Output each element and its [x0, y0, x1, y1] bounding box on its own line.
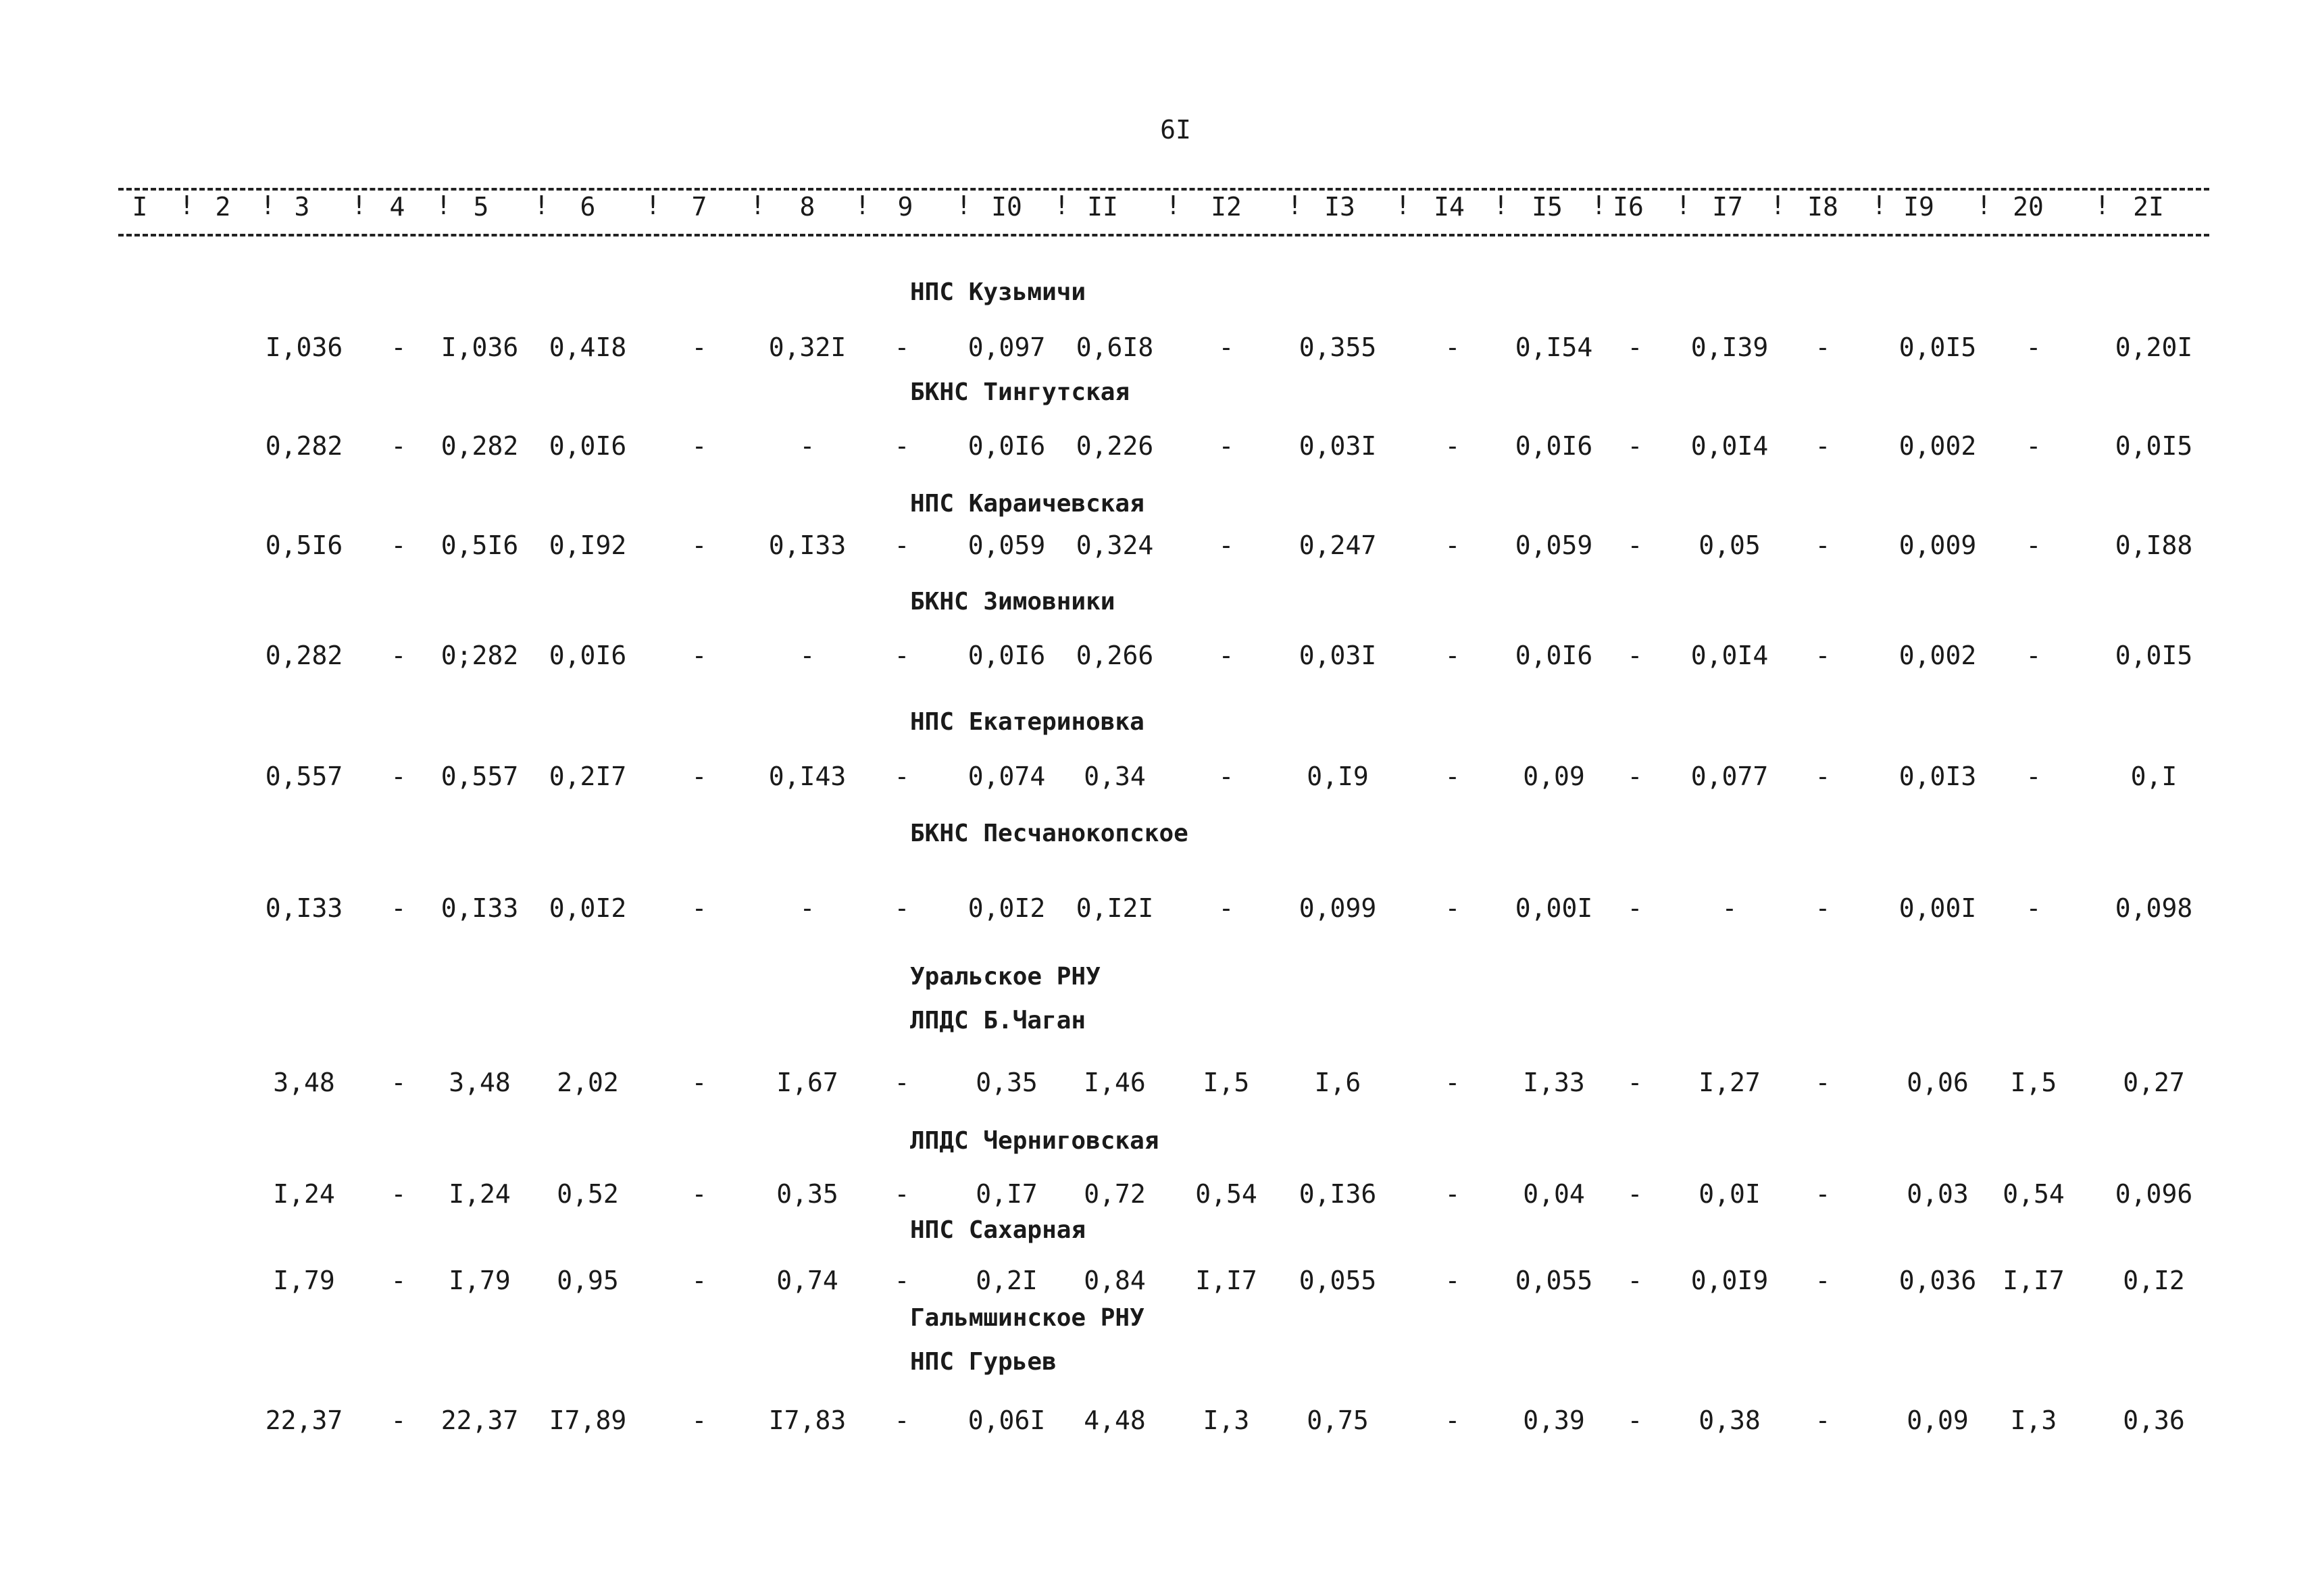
table-cell: -: [1218, 641, 1234, 670]
table-cell: I,79: [449, 1266, 511, 1295]
table-cell: -: [1627, 431, 1643, 461]
table-cell: I,3: [1203, 1405, 1250, 1435]
table-cell: I,46: [1084, 1068, 1146, 1097]
table-cell: 0,I92: [549, 530, 627, 560]
table-cell: I,33: [1523, 1068, 1585, 1097]
station-title: БКНС Зимовники: [910, 588, 1115, 616]
table-cell: 0,282: [265, 641, 343, 670]
table-cell: 0,2I7: [549, 762, 627, 791]
header-separator: !: [1770, 191, 1786, 220]
table-cell: -: [1627, 1179, 1643, 1209]
table-cell: I7,89: [549, 1405, 627, 1435]
table-cell: 0,557: [441, 762, 519, 791]
table-cell: I,27: [1699, 1068, 1761, 1097]
table-cell: -: [1218, 431, 1234, 461]
table-cell: -: [1218, 762, 1234, 791]
table-cell: -: [391, 530, 407, 560]
table-cell: -: [691, 332, 707, 362]
header-separator: !: [1676, 191, 1691, 220]
table-cell: -: [691, 641, 707, 670]
header-separator: !: [351, 191, 367, 220]
table-cell: 0,I33: [768, 530, 847, 560]
table-cell: -: [1815, 530, 1831, 560]
table-cell: 0,I43: [768, 762, 847, 791]
table-cell: 0,I33: [265, 893, 343, 923]
table-cell: -: [391, 1068, 407, 1097]
table-cell: 0,0I: [1699, 1179, 1761, 1209]
table-cell: -: [1627, 1068, 1643, 1097]
table-cell: -: [1627, 1405, 1643, 1435]
header-separator: !: [645, 191, 661, 220]
table-cell: 0,39: [1523, 1405, 1585, 1435]
table-cell: 0,27: [2123, 1068, 2185, 1097]
table-cell: 0,52: [557, 1179, 619, 1209]
header-col-12: I2: [1211, 192, 1242, 222]
header-col-19: I9: [1903, 192, 1934, 222]
header-col-4: 4: [389, 192, 405, 222]
header-separator: !: [750, 191, 765, 220]
table-cell: 0,098: [2115, 893, 2193, 923]
header-separator: !: [956, 191, 972, 220]
header-col-13: I3: [1324, 192, 1355, 222]
table-cell: 0,0I2: [549, 893, 627, 923]
table-cell: 0,0I3: [1898, 762, 1977, 791]
table-cell: 0,2I: [976, 1266, 1038, 1295]
table-cell: 22,37: [441, 1405, 519, 1435]
table-cell: I,5: [2010, 1068, 2057, 1097]
header-col-14: I4: [1434, 192, 1465, 222]
table-cell: 0,32I: [768, 332, 847, 362]
header-col-10: I0: [991, 192, 1022, 222]
table-cell: -: [691, 431, 707, 461]
station-title: НПС Кузьмичи: [910, 278, 1086, 306]
table-cell: 0,6I8: [1076, 332, 1154, 362]
table-cell: -: [1444, 1068, 1461, 1097]
table-cell: 0,074: [967, 762, 1046, 791]
table-cell: 0,4I8: [549, 332, 627, 362]
header-separator: !: [855, 191, 870, 220]
table-cell: -: [691, 762, 707, 791]
header-col-2: 2: [215, 192, 231, 222]
table-cell: -: [1444, 893, 1461, 923]
table-cell: 4,48: [1084, 1405, 1146, 1435]
header-col-16: I6: [1613, 192, 1644, 222]
table-cell: -: [691, 530, 707, 560]
table-cell: I,79: [273, 1266, 335, 1295]
table-cell: 0,002: [1898, 431, 1977, 461]
table-cell: -: [1444, 641, 1461, 670]
table-cell: -: [1815, 641, 1831, 670]
table-cell: -: [1444, 1405, 1461, 1435]
table-cell: 0,282: [441, 431, 519, 461]
table-cell: 3,48: [449, 1068, 511, 1097]
table-cell: -: [1627, 332, 1643, 362]
header-separator: !: [2094, 191, 2110, 220]
header-col-20: 20: [2013, 192, 2044, 222]
station-title: ЛПДС Черниговская: [910, 1127, 1159, 1155]
header-col-8: 8: [799, 192, 815, 222]
table-cell: -: [1815, 1068, 1831, 1097]
table-cell: -: [2026, 332, 2042, 362]
table-cell: -: [894, 530, 910, 560]
table-cell: -: [894, 893, 910, 923]
table-cell: -: [894, 1068, 910, 1097]
table-cell: -: [2026, 762, 2042, 791]
table-cell: 0,I2I: [1076, 893, 1154, 923]
table-cell: -: [894, 641, 910, 670]
station-title: БКНС Песчанокопское: [910, 820, 1188, 847]
table-cell: 0,03: [1907, 1179, 1969, 1209]
table-cell: 0,096: [2115, 1179, 2193, 1209]
station-title: НПС Екатериновка: [910, 708, 1145, 736]
table-cell: -: [894, 332, 910, 362]
table-cell: I,24: [449, 1179, 511, 1209]
table-cell: -: [2026, 431, 2042, 461]
table-cell: 0,097: [967, 332, 1046, 362]
table-cell: -: [1218, 530, 1234, 560]
table-cell: -: [1627, 641, 1643, 670]
table-cell: 0,I88: [2115, 530, 2193, 560]
station-title: БКНС Тингутская: [910, 378, 1130, 406]
table-cell: 0,055: [1299, 1266, 1377, 1295]
table-cell: 0,0I6: [549, 641, 627, 670]
table-cell: -: [1444, 1266, 1461, 1295]
header-separator: !: [1591, 191, 1607, 220]
table-cell: 0,355: [1299, 332, 1377, 362]
table-cell: -: [691, 893, 707, 923]
table-cell: 0,04: [1523, 1179, 1585, 1209]
table-cell: -: [2026, 893, 2042, 923]
table-cell: -: [391, 893, 407, 923]
table-cell: -: [1444, 530, 1461, 560]
table-cell: 0,0I6: [1515, 641, 1593, 670]
table-cell: 0,74: [776, 1266, 838, 1295]
table-cell: -: [1815, 1179, 1831, 1209]
table-cell: 0,0I6: [1515, 431, 1593, 461]
table-cell: 0,84: [1084, 1266, 1146, 1295]
table-cell: 0,03I: [1299, 431, 1377, 461]
table-cell: -: [2026, 530, 2042, 560]
header-col-1: I: [132, 192, 148, 222]
header-col-5: 5: [473, 192, 489, 222]
table-cell: 0,036: [1898, 1266, 1977, 1295]
table-cell: 0,20I: [2115, 332, 2193, 362]
table-cell: 0,009: [1898, 530, 1977, 560]
table-cell: 0,35: [776, 1179, 838, 1209]
table-cell: 0,75: [1307, 1405, 1369, 1435]
table-cell: -: [1444, 332, 1461, 362]
table-cell: -: [1721, 893, 1738, 923]
table-cell: -: [691, 1405, 707, 1435]
table-cell: 0,099: [1299, 893, 1377, 923]
table-cell: -: [1815, 1405, 1831, 1435]
table-cell: 0,I7: [976, 1179, 1038, 1209]
table-cell: 0,I36: [1299, 1179, 1377, 1209]
table-cell: 0,077: [1690, 762, 1769, 791]
table-cell: 0,226: [1076, 431, 1154, 461]
table-cell: -: [391, 1266, 407, 1295]
table-cell: 0,09: [1523, 762, 1585, 791]
table-cell: 0,0I5: [2115, 641, 2193, 670]
header-separator: !: [1165, 191, 1181, 220]
table-cell: -: [1218, 332, 1234, 362]
table-cell: 0,09: [1907, 1405, 1969, 1435]
table-cell: I,6: [1314, 1068, 1361, 1097]
table-cell: 0,06I: [967, 1405, 1046, 1435]
table-cell: 0,54: [1195, 1179, 1257, 1209]
station-title: НПС Гурьев: [910, 1348, 1057, 1376]
table-cell: -: [2026, 641, 2042, 670]
table-cell: 0,I2: [2123, 1266, 2185, 1295]
station-title: НПС Караичевская: [910, 490, 1145, 518]
table-cell: -: [894, 1266, 910, 1295]
header-separator: !: [1287, 191, 1303, 220]
station-title: НПС Сахарная: [910, 1216, 1086, 1244]
table-cell: -: [894, 762, 910, 791]
table-cell: 0,I9: [1307, 762, 1369, 791]
table-cell: -: [691, 1266, 707, 1295]
table-cell: -: [894, 1179, 910, 1209]
table-cell: -: [1444, 431, 1461, 461]
table-cell: 0,0I6: [967, 431, 1046, 461]
header-separator: !: [436, 191, 451, 220]
table-cell: -: [391, 431, 407, 461]
table-cell: I7,83: [768, 1405, 847, 1435]
table-cell: -: [799, 431, 815, 461]
header-bottom-rule: [118, 234, 2209, 236]
table-cell: -: [691, 1179, 707, 1209]
table-cell: 0,055: [1515, 1266, 1593, 1295]
header-separator: !: [1395, 191, 1411, 220]
header-separator: !: [1493, 191, 1509, 220]
header-col-3: 3: [294, 192, 310, 222]
table-cell: 0,I33: [441, 893, 519, 923]
table-cell: I,24: [273, 1179, 335, 1209]
table-cell: 0,059: [1515, 530, 1593, 560]
table-cell: 0,0I2: [967, 893, 1046, 923]
table-cell: -: [894, 1405, 910, 1435]
table-cell: 0,06: [1907, 1068, 1969, 1097]
header-col-11: II: [1087, 192, 1118, 222]
header-separator: !: [534, 191, 549, 220]
table-cell: 0,0I6: [549, 431, 627, 461]
table-cell: 0,5I6: [265, 530, 343, 560]
table-cell: 0,36: [2123, 1405, 2185, 1435]
table-cell: 0,0I9: [1690, 1266, 1769, 1295]
table-cell: 0,35: [976, 1068, 1038, 1097]
table-cell: 0,I39: [1690, 332, 1769, 362]
table-cell: 0,95: [557, 1266, 619, 1295]
table-cell: 0,I: [2130, 762, 2178, 791]
header-col-21: 2I: [2133, 192, 2164, 222]
table-cell: -: [391, 1405, 407, 1435]
table-cell: 0,72: [1084, 1179, 1146, 1209]
table-cell: 22,37: [265, 1405, 343, 1435]
section-heading: Гальмшинское РНУ: [910, 1304, 1145, 1332]
table-cell: -: [1815, 1266, 1831, 1295]
table-cell: 0,I54: [1515, 332, 1593, 362]
table-cell: -: [1627, 530, 1643, 560]
table-cell: -: [1444, 1179, 1461, 1209]
table-cell: 0,00I: [1898, 893, 1977, 923]
header-col-17: I7: [1712, 192, 1743, 222]
table-cell: -: [1627, 762, 1643, 791]
table-cell: 0,00I: [1515, 893, 1593, 923]
table-cell: 0,0I5: [2115, 431, 2193, 461]
table-cell: -: [1815, 762, 1831, 791]
table-cell: 0,54: [2003, 1179, 2065, 1209]
table-cell: 0,282: [265, 431, 343, 461]
table-cell: -: [1815, 332, 1831, 362]
table-cell: 0,002: [1898, 641, 1977, 670]
table-cell: 0,0I4: [1690, 641, 1769, 670]
table-cell: 0,03I: [1299, 641, 1377, 670]
table-cell: 0,38: [1699, 1405, 1761, 1435]
table-cell: 0,05: [1699, 530, 1761, 560]
table-cell: 0,0I6: [967, 641, 1046, 670]
table-cell: -: [691, 1068, 707, 1097]
header-col-6: 6: [580, 192, 596, 222]
table-cell: -: [1627, 1266, 1643, 1295]
header-separator: !: [1976, 191, 1992, 220]
header-col-7: 7: [691, 192, 707, 222]
table-cell: -: [391, 332, 407, 362]
header-separator: !: [260, 191, 276, 220]
table-cell: -: [1627, 893, 1643, 923]
table-cell: I,036: [265, 332, 343, 362]
table-cell: 0,247: [1299, 530, 1377, 560]
table-cell: 0,266: [1076, 641, 1154, 670]
section-heading: Уральское РНУ: [910, 963, 1101, 991]
table-cell: I,67: [776, 1068, 838, 1097]
table-cell: I,036: [441, 332, 519, 362]
table-cell: 0,557: [265, 762, 343, 791]
table-cell: -: [391, 762, 407, 791]
table-cell: I,5: [1203, 1068, 1250, 1097]
table-cell: -: [1444, 762, 1461, 791]
table-cell: 2,02: [557, 1068, 619, 1097]
table-cell: -: [799, 641, 815, 670]
station-title: ЛПДС Б.Чаган: [910, 1007, 1086, 1034]
table-cell: -: [1815, 431, 1831, 461]
header-separator: !: [1871, 191, 1887, 220]
table-cell: -: [391, 1179, 407, 1209]
table-cell: -: [1218, 893, 1234, 923]
table-cell: I,3: [2010, 1405, 2057, 1435]
table-cell: -: [799, 893, 815, 923]
table-cell: 0,0I5: [1898, 332, 1977, 362]
header-col-18: I8: [1807, 192, 1838, 222]
header-separator: !: [1054, 191, 1070, 220]
table-cell: 0,0I4: [1690, 431, 1769, 461]
table-cell: 0;282: [441, 641, 519, 670]
table-cell: -: [894, 431, 910, 461]
page-number: 6I: [1160, 115, 1191, 145]
table-cell: 0,5I6: [441, 530, 519, 560]
table-cell: I,I7: [2003, 1266, 2065, 1295]
header-top-rule: [118, 188, 2209, 191]
table-cell: 0,059: [967, 530, 1046, 560]
header-col-15: I5: [1532, 192, 1563, 222]
table-cell: 3,48: [273, 1068, 335, 1097]
table-cell: -: [391, 641, 407, 670]
table-cell: -: [1815, 893, 1831, 923]
header-col-9: 9: [897, 192, 913, 222]
table-cell: I,I7: [1195, 1266, 1257, 1295]
table-cell: 0,324: [1076, 530, 1154, 560]
header-separator: !: [179, 191, 195, 220]
table-cell: 0,34: [1084, 762, 1146, 791]
